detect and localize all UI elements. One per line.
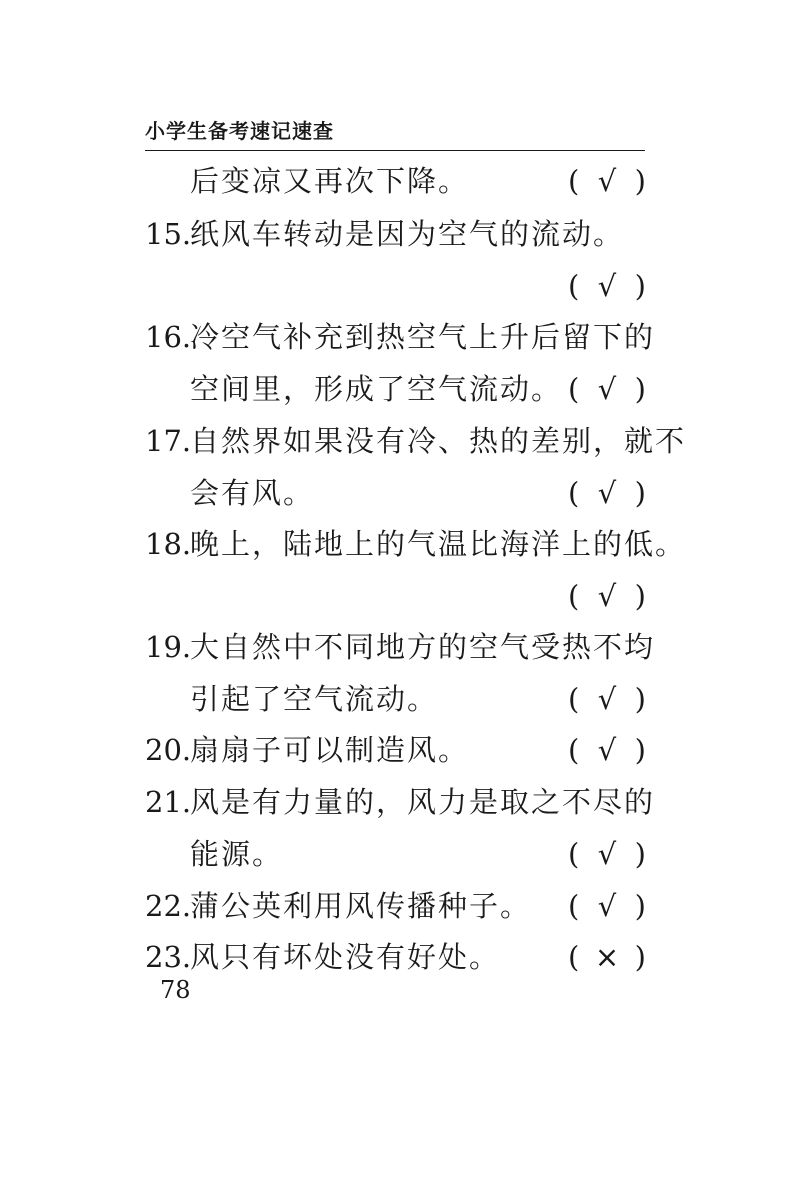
check-mark-icon: √	[597, 579, 617, 613]
check-mark-icon: √	[597, 682, 617, 716]
answer-bracket	[568, 673, 646, 725]
answer-bracket	[568, 155, 646, 207]
answer-bracket	[568, 363, 646, 415]
open-paren: (	[568, 372, 580, 406]
check-mark-icon: √	[597, 164, 617, 198]
statement-text: 大自然中不同地方的空气受热不均	[190, 630, 656, 664]
open-paren: (	[568, 164, 580, 198]
page-number: 78	[160, 976, 191, 1004]
question-number: 15.	[145, 217, 192, 251]
statement-text: 纸风车转动是因为空气的流动。	[190, 217, 625, 251]
open-paren: (	[568, 476, 580, 510]
close-paren: )	[634, 269, 646, 303]
statement-text: 晚上，陆地上的气温比海洋上的低。	[190, 527, 687, 561]
statement-text: 能源。	[190, 837, 284, 871]
open-paren: (	[568, 889, 580, 923]
answer-bracket	[568, 880, 646, 932]
check-mark-icon: √	[597, 837, 617, 871]
check-mark-icon: √	[597, 372, 617, 406]
question-number: 20.	[145, 733, 192, 767]
answer-bracket	[568, 570, 646, 622]
statement-text: 空间里，形成了空气流动。	[190, 372, 563, 406]
check-mark-icon: √	[597, 889, 617, 923]
book-title: 小学生备考速记速查	[145, 119, 334, 143]
check-mark-icon: √	[597, 269, 617, 303]
question-number: 22.	[145, 889, 192, 923]
close-paren: )	[634, 837, 646, 871]
close-paren: )	[634, 164, 646, 198]
close-paren: )	[634, 476, 646, 510]
open-paren: (	[568, 269, 580, 303]
close-paren: )	[634, 889, 646, 923]
statement-text: 冷空气补充到热空气上升后留下的	[190, 320, 656, 354]
header-rule	[145, 150, 645, 151]
answer-bracket	[568, 931, 646, 983]
running-header	[145, 118, 645, 151]
close-paren: )	[634, 682, 646, 716]
open-paren: (	[568, 682, 580, 716]
close-paren: )	[634, 579, 646, 613]
open-paren: (	[568, 837, 580, 871]
open-paren: (	[568, 940, 580, 974]
statement-text: 自然界如果没有冷、热的差别，就不	[190, 424, 687, 458]
statement-text: 风只有坏处没有好处。	[190, 940, 501, 974]
statement-text: 引起了空气流动。	[190, 682, 439, 716]
question-number: 18.	[145, 527, 192, 561]
statement-text: 蒲公英利用风传播种子。	[190, 889, 532, 923]
question-number: 21.	[145, 785, 192, 819]
statement-text: 扇扇子可以制造风。	[190, 733, 470, 767]
open-paren: (	[568, 579, 580, 613]
answer-bracket	[568, 260, 646, 312]
answer-bracket	[568, 724, 646, 776]
check-mark-icon: √	[597, 733, 617, 767]
question-number: 17.	[145, 424, 192, 458]
close-paren: )	[634, 940, 646, 974]
close-paren: )	[634, 733, 646, 767]
close-paren: )	[634, 372, 646, 406]
statement-text: 会有风。	[190, 476, 315, 510]
answer-bracket	[568, 828, 646, 880]
check-mark-icon: √	[597, 476, 617, 510]
question-number: 19.	[145, 630, 192, 664]
open-paren: (	[568, 733, 580, 767]
statement-text: 后变凉又再次下降。	[190, 164, 470, 198]
statement-text: 风是有力量的，风力是取之不尽的	[190, 785, 656, 819]
question-number: 23.	[145, 940, 192, 974]
cross-mark-icon: ×	[594, 940, 620, 974]
question-number: 16.	[145, 320, 192, 354]
answer-bracket	[568, 467, 646, 519]
